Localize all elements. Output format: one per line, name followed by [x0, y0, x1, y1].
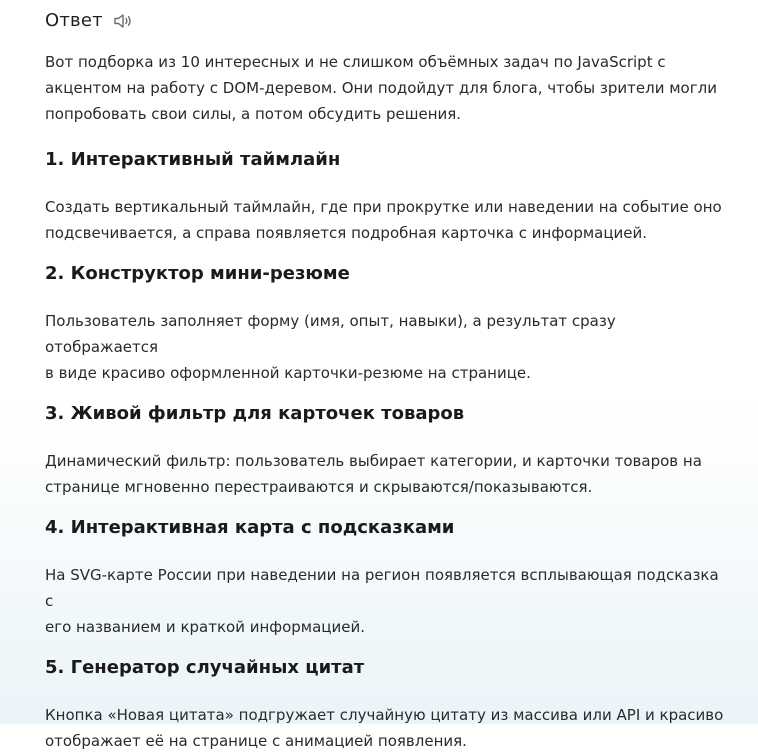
task-line: странице мгновенно перестраиваются и скрываются/показываются.: [45, 478, 593, 496]
task-description: [45, 448, 730, 500]
intro-line: Вот подборка из 10 интересных и не слишком объёмных задач по JavaScript с: [45, 53, 666, 71]
answer-title: Ответ: [45, 9, 103, 31]
task-line: Создать вертикальный таймлайн, где при прокрутке или наведении на событие оно: [45, 198, 722, 216]
task-description: [45, 562, 730, 640]
intro-line: попробовать свои силы, а потом обсудить решения.: [45, 105, 462, 123]
task-heading: 4. Интерактивная карта с подсказками: [45, 517, 455, 538]
task-line: его названием и краткой информацией.: [45, 618, 366, 636]
task-line: подсвечивается, а справа появляется подробная карточка с информацией.: [45, 224, 648, 242]
task-description: [45, 194, 730, 246]
task-line: в виде красиво оформленной карточки-резюме на странице.: [45, 364, 531, 382]
task-line: Динамический фильтр: пользователь выбирает категории, и карточки товаров на: [45, 452, 702, 470]
task-line: отображает её на странице с анимацией появления.: [45, 732, 467, 750]
answer-header: [45, 0, 730, 40]
task-heading: 3. Живой фильтр для карточек товаров: [45, 403, 465, 424]
task-heading: 2. Конструктор мини-резюме: [45, 263, 350, 284]
intro-paragraph: [45, 49, 730, 127]
task-description: [45, 308, 730, 386]
task-heading: 1. Интерактивный таймлайн: [45, 149, 341, 170]
intro-line: акцентом на работу с DOM-деревом. Они подойдут для блога, чтобы зрители могли: [45, 79, 717, 97]
task-line: Кнопка «Новая цитата» подгружает случайную цитату из массива или API и красиво: [45, 706, 724, 724]
task-line: На SVG-карте России при наведении на регион появляется всплывающая подсказка с: [45, 566, 719, 610]
task-line: Пользователь заполняет форму (имя, опыт, навыки), а результат сразу отображается: [45, 312, 616, 356]
task-description: [45, 702, 730, 754]
speaker-icon[interactable]: [113, 12, 135, 30]
task-heading: 5. Генератор случайных цитат: [45, 657, 365, 678]
